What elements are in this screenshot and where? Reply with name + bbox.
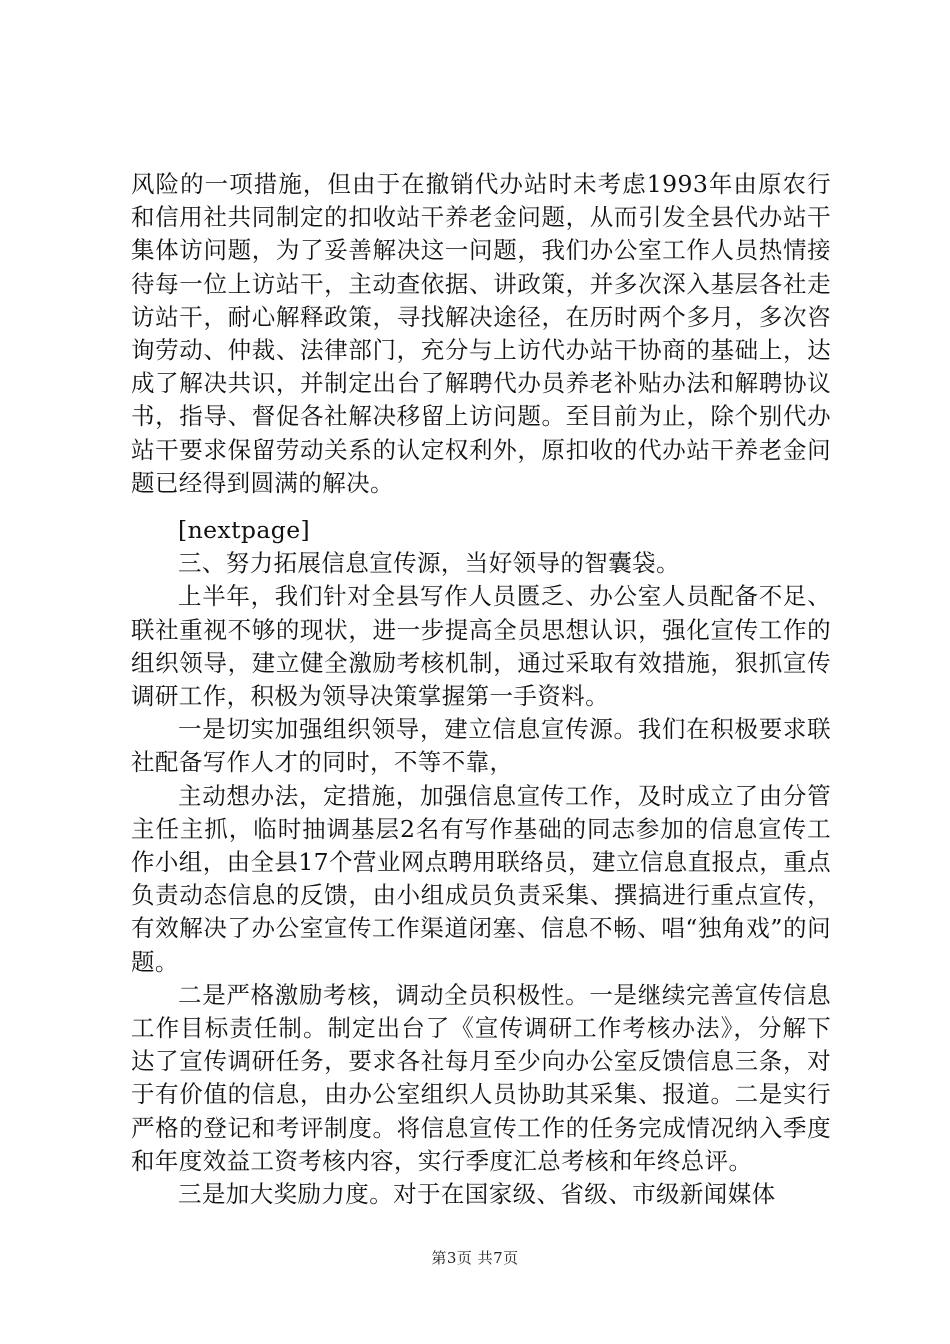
section-heading: 三、努力拓展信息宣传源，当好领导的智囊袋。 bbox=[178, 549, 680, 578]
paragraph-continuation: 风险的一项措施，但由于在撤销代办站时未考虑1993年由原农行和信用社共同制定的扣收站干养老金问题，从而引发全县代办站干集体访问题，为了妥善解决这一问题，我们办公室工作人员热情接待每一位上访站干，主动查依据、讲政策，并多次深入基层各社走访站干，耐心解释政策，寻找解决途径，在历时两个多月，多次咨询劳动、仲裁、法律部门，充分与上访代办站干协商的基础上，达成了解决共识，并制定出台了解聘代办员养老补贴办法和解聘协议书，指导、督促各社解决移留上访问题。至目前为止，除个别代办站干要求保留劳动关系的认定权利外，原扣收的代办站干养老金问题已经得到圆满的解决。 bbox=[131, 170, 831, 497]
paragraph: 三是加大奖励力度。对于在国家级、省级、市级新闻媒体 bbox=[178, 1180, 776, 1209]
paragraph: 主动想办法，定措施，加强信息宣传工作，及时成立了由分管主任主抓，临时抽调基层2名有写作基础的同志参加的信息宣传工作小组，由全县17个营业网点聘用联络员，建立信息直报点，重点负责动态信息的反馈，由小组成员负责采集、撰搞进行重点宣传，有效解决了办公室宣传工作渠道闭塞、信息不畅、唱“独角戏”的问题。 bbox=[131, 781, 831, 976]
page-footer: 第3页 共7页 bbox=[431, 1249, 519, 1267]
paragraph: 上半年，我们针对全县写作人员匮乏、办公室人员配备不足、联社重视不够的现状，进一步提高全员思想认识，强化宣传工作的组织领导，建立健全激励考核机制，通过采取有效措施，狠抓宣传调研工作，积极为领导决策掌握第一手资料。 bbox=[131, 582, 831, 711]
document-body bbox=[131, 168, 831, 1211]
paragraph: 二是严格激励考核，调动全员积极性。一是继续完善宣传信息工作目标责任制。制定出台了《宣传调研工作考核办法》，分解下达了宣传调研任务，要求各社每月至少向办公室反馈信息三条，对于有价值的信息，由办公室组织人员协助其采集、报道。二是实行严格的登记和考评制度。将信息宣传工作的任务完成情况纳入季度和年度效益工资考核内容，实行季度汇总考核和年终总评。 bbox=[131, 980, 831, 1175]
paragraph-spacer bbox=[131, 500, 831, 514]
nextpage-marker: [nextpage] bbox=[178, 516, 311, 545]
paragraph: 一是切实加强组织领导，建立信息宣传源。我们在积极要求联社配备写作人才的同时，不等不靠， bbox=[131, 715, 831, 777]
